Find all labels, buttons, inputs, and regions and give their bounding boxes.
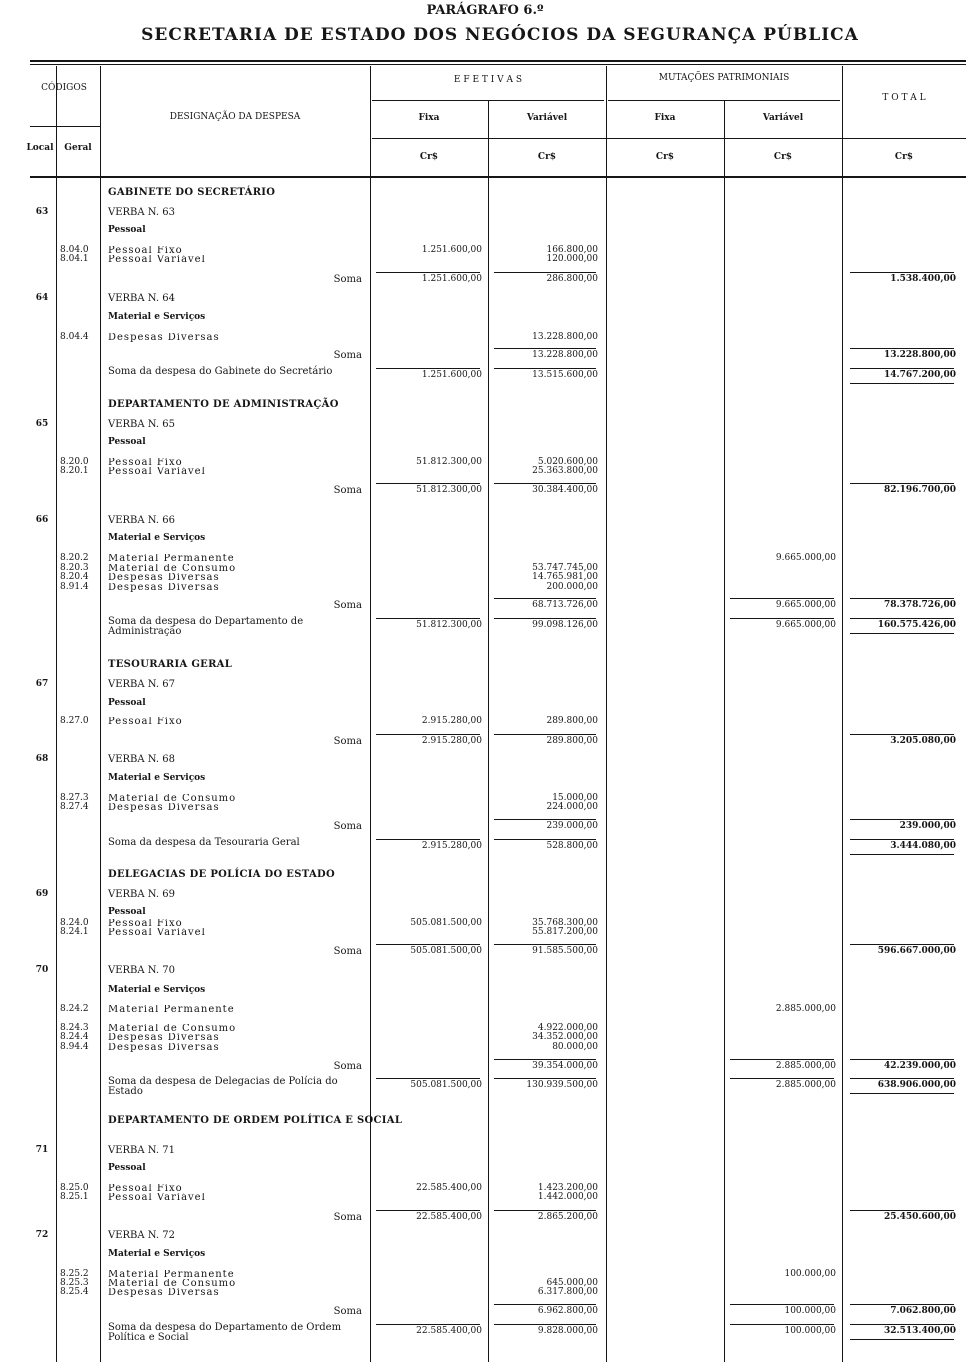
section-total-label: Soma da despesa do Departamento de Administração [108,616,304,637]
sum-rule [850,1078,954,1079]
value-ef-fixa: 1.251.600,00 [421,370,482,380]
sum-rule [850,734,954,735]
row-geral-code: 8.25.2 [60,1269,89,1279]
subheader-divider [372,138,966,139]
value-ef-var: 6.317.800,00 [537,1287,598,1297]
expense-item: Despesas Diversas [108,1043,220,1053]
row-geral-code: 8.24.2 [60,1004,89,1014]
value-ef-fixa: 22.585.400,00 [416,1183,482,1193]
expense-item: Despesas Diversas [108,573,220,583]
row-geral-code: 8.24.0 [60,918,89,928]
section-total-label: Soma da despesa da Tesouraria Geral [108,837,300,848]
expense-item: Material de Consumo [108,794,237,804]
col-rule [606,66,607,1362]
subsection-label: Material e Serviços [108,533,206,543]
subsection-label: Material e Serviços [108,985,206,995]
row-geral-code: 8.25.1 [60,1192,89,1202]
col-efetivas-fixa: Fixa [418,113,440,123]
row-local-code: 71 [35,1145,49,1155]
col-local: Local [26,143,54,153]
value-total: 7.062.800,00 [890,1306,956,1316]
sum-rule [850,618,954,619]
sum-rule [376,272,480,273]
value-ef-var: 25.363.800,00 [532,466,598,476]
sum-rule [494,1078,596,1079]
sum-rule [376,483,480,484]
sum-rule [850,1059,954,1060]
col-total: T O T A L [882,93,926,103]
sum-rule [850,483,954,484]
row-local-code: 70 [35,965,49,975]
section-heading: DEPARTAMENTO DE ORDEM POLÍTICA E SOCIAL [108,1115,403,1126]
sum-rule [376,839,480,840]
row-geral-code: 8.27.3 [60,793,89,803]
sum-rule [494,618,596,619]
total-double-rule [850,854,954,855]
value-ef-var: 99.098.126,00 [532,620,598,630]
sum-rule [850,944,954,945]
verba-label: VERBA N. 65 [108,419,175,430]
subsection-label: Material e Serviços [108,773,206,783]
value-mp-var: 9.665.000,00 [775,620,836,630]
value-total: 596.667.000,00 [877,946,956,956]
section-heading: GABINETE DO SECRETÁRIO [108,187,276,198]
soma-label: Soma [333,946,362,957]
expense-item: Pessoal Fixo [108,246,183,256]
col-rule [724,100,725,1362]
soma-label: Soma [333,1061,362,1072]
col-rule [56,66,57,1362]
col-mutacoes: MUTAÇÕES PATRIMONIAIS [658,73,790,83]
row-geral-code: 8.25.0 [60,1183,89,1193]
expense-item: Material de Consumo [108,1024,237,1034]
expense-item: Pessoal Fixo [108,717,183,727]
row-geral-code: 8.24.4 [60,1032,89,1042]
currency-label: Cr$ [773,152,793,162]
value-ef-var: 130.939.500,00 [526,1080,598,1090]
sum-rule [850,598,954,599]
row-geral-code: 8.04.4 [60,332,89,342]
expense-item: Material Permanente [108,1270,235,1280]
subsection-label: Pessoal [108,225,146,235]
value-ef-fixa: 2.915.280,00 [421,716,482,726]
sum-rule [494,1304,596,1305]
value-total: 3.205.080,00 [890,736,956,746]
soma-label: Soma [333,1306,362,1317]
row-geral-code: 8.24.1 [60,927,89,937]
value-ef-fixa: 51.812.300,00 [416,485,482,495]
row-geral-code: 8.25.4 [60,1287,89,1297]
value-ef-var: 166.800,00 [546,245,598,255]
verba-label: VERBA N. 71 [108,1145,175,1156]
value-ef-var: 239.000,00 [546,821,598,831]
verba-label: VERBA N. 68 [108,754,175,765]
codigos-divider [30,126,100,127]
col-mutacoes-variavel: Variável [762,113,804,123]
value-total: 13.228.800,00 [883,350,956,360]
value-ef-var: 30.384.400,00 [532,485,598,495]
value-ef-var: 224.000,00 [546,802,598,812]
value-ef-var: 2.865.200,00 [537,1212,598,1222]
row-local-code: 64 [35,293,49,303]
verba-label: VERBA N. 70 [108,965,175,976]
row-local-code: 67 [35,679,49,689]
sum-rule [494,483,596,484]
sum-rule [730,1304,834,1305]
soma-label: Soma [333,274,362,285]
sum-rule [850,368,954,369]
value-total: 32.513.400,00 [883,1326,956,1336]
expense-item: Despesas Diversas [108,583,220,593]
expense-item: Material de Consumo [108,1279,237,1289]
sum-rule [494,944,596,945]
value-ef-var: 5.020.600,00 [537,457,598,467]
total-double-rule [850,383,954,384]
expense-item: Despesas Diversas [108,803,220,813]
value-ef-var: 6.962.800,00 [537,1306,598,1316]
header-bottom-rule [30,176,966,178]
value-ef-var: 39.354.000,00 [532,1061,598,1071]
expense-item: Material de Consumo [108,564,237,574]
sum-rule [850,819,954,820]
col-efetivas-variavel: Variável [526,113,568,123]
value-total: 160.575.426,00 [877,620,956,630]
row-local-code: 68 [35,754,49,764]
col-geral: Geral [64,143,92,153]
value-total: 1.538.400,00 [890,274,956,284]
expense-item: Pessoal Variável [108,467,206,477]
subsection-label: Material e Serviços [108,1249,206,1259]
sum-rule [850,1304,954,1305]
sum-rule [494,272,596,273]
value-ef-fixa: 1.251.600,00 [421,245,482,255]
value-ef-fixa: 22.585.400,00 [416,1326,482,1336]
sum-rule [494,1210,596,1211]
sum-rule [730,1078,834,1079]
row-geral-code: 8.20.0 [60,457,89,467]
value-mp-var: 100.000,00 [784,1326,836,1336]
paragraph-heading: PARÁGRAFO 6.º [426,3,544,18]
col-rule [370,66,371,1362]
value-mp-var: 2.885.000,00 [775,1080,836,1090]
value-ef-var: 53.747.745,00 [532,563,598,573]
value-total: 82.196.700,00 [883,485,956,495]
row-geral-code: 8.20.3 [60,563,89,573]
sum-rule [850,1324,954,1325]
currency-label: Cr$ [419,152,439,162]
col-efetivas: E F E T I V A S [453,75,523,85]
row-local-code: 72 [35,1230,49,1240]
expense-item: Pessoal Variável [108,928,206,938]
sum-rule [730,1059,834,1060]
col-rule [488,100,489,1362]
value-mp-var: 2.885.000,00 [775,1061,836,1071]
sum-rule [494,368,596,369]
expense-item: Despesas Diversas [108,333,220,343]
value-total: 25.450.600,00 [883,1212,956,1222]
row-local-code: 69 [35,889,49,899]
sum-rule [494,819,596,820]
sum-rule [494,348,596,349]
row-geral-code: 8.04.1 [60,254,89,264]
total-double-rule [850,1339,954,1340]
value-ef-fixa: 1.251.600,00 [421,274,482,284]
section-total-label: Soma da despesa do Departamento de Ordem Política e Social [108,1322,342,1343]
row-geral-code: 8.20.1 [60,466,89,476]
verba-label: VERBA N. 63 [108,207,175,218]
top-rule [30,60,966,62]
value-ef-var: 289.800,00 [546,736,598,746]
verba-label: VERBA N. 66 [108,515,175,526]
value-ef-var: 9.828.000,00 [537,1326,598,1336]
value-total: 638.906.000,00 [877,1080,956,1090]
value-ef-var: 1.423.200,00 [537,1183,598,1193]
subsection-label: Pessoal [108,698,146,708]
total-double-rule [850,633,954,634]
value-ef-var: 55.817.200,00 [532,927,598,937]
value-ef-var: 200.000,00 [546,582,598,592]
sum-rule [494,839,596,840]
value-mp-var: 9.665.000,00 [775,600,836,610]
value-ef-fixa: 2.915.280,00 [421,736,482,746]
row-geral-code: 8.94.4 [60,1042,89,1052]
value-ef-var: 4.922.000,00 [537,1023,598,1033]
row-geral-code: 8.24.3 [60,1023,89,1033]
value-ef-var: 13.515.600,00 [532,370,598,380]
value-ef-var: 13.228.800,00 [532,332,598,342]
value-ef-var: 80.000,00 [552,1042,598,1052]
value-ef-var: 34.352.000,00 [532,1032,598,1042]
value-mp-var: 100.000,00 [784,1306,836,1316]
value-ef-var: 13.228.800,00 [532,350,598,360]
sum-rule [850,272,954,273]
sum-rule [494,1324,596,1325]
value-ef-fixa: 505.081.500,00 [410,918,482,928]
expense-item: Pessoal Fixo [108,1184,183,1194]
value-ef-fixa: 505.081.500,00 [410,946,482,956]
section-total-label: Soma da despesa de Delegacias de Polícia do Estado [108,1076,338,1097]
total-double-rule [850,1093,954,1094]
sum-rule [850,1210,954,1211]
row-local-code: 63 [35,207,49,217]
row-geral-code: 8.27.0 [60,716,89,726]
soma-label: Soma [333,821,362,832]
row-geral-code: 8.27.4 [60,802,89,812]
subsection-label: Pessoal [108,437,146,447]
sum-rule [494,734,596,735]
col-rule [842,66,843,1362]
row-local-code: 66 [35,515,49,525]
verba-label: VERBA N. 64 [108,293,175,304]
expense-item: Material Permanente [108,554,235,564]
expense-item: Despesas Diversas [108,1288,220,1298]
sum-rule [376,368,480,369]
sum-rule [376,734,480,735]
value-total: 42.239.000,00 [883,1061,956,1071]
value-ef-var: 1.442.000,00 [537,1192,598,1202]
value-total: 239.000,00 [899,821,956,831]
value-ef-var: 645.000,00 [546,1278,598,1288]
section-heading: TESOURARIA GERAL [108,659,233,670]
soma-label: Soma [333,600,362,611]
currency-label: Cr$ [655,152,675,162]
subsection-label: Material e Serviços [108,312,206,322]
col-mutacoes-fixa: Fixa [654,113,676,123]
section-heading: DEPARTAMENTO DE ADMINISTRAÇÃO [108,399,339,410]
sum-rule [730,1324,834,1325]
sum-rule [850,839,954,840]
value-ef-var: 289.800,00 [546,716,598,726]
soma-label: Soma [333,485,362,496]
value-mp-var: 9.665.000,00 [775,553,836,563]
value-ef-fixa: 51.812.300,00 [416,457,482,467]
sum-rule [850,348,954,349]
expense-item: Pessoal Variável [108,1193,206,1203]
value-ef-fixa: 2.915.280,00 [421,841,482,851]
value-ef-fixa: 505.081.500,00 [410,1080,482,1090]
row-geral-code: 8.04.0 [60,245,89,255]
currency-label: Cr$ [537,152,557,162]
verba-label: VERBA N. 69 [108,889,175,900]
value-total: 14.767.200,00 [883,370,956,380]
value-ef-var: 14.765.981,00 [532,572,598,582]
sum-rule [376,618,480,619]
currency-label: Cr$ [894,152,914,162]
value-ef-var: 286.800,00 [546,274,598,284]
sum-rule [376,1078,480,1079]
value-mp-var: 100.000,00 [784,1269,836,1279]
row-geral-code: 8.20.4 [60,572,89,582]
value-ef-var: 91.585.500,00 [532,946,598,956]
sum-rule [494,1059,596,1060]
value-ef-var: 120.000,00 [546,254,598,264]
top-rule-thin [30,64,966,65]
verba-label: VERBA N. 72 [108,1230,175,1241]
col-designacao: DESIGNAÇÃO DA DESPESA [169,112,301,122]
verba-label: VERBA N. 67 [108,679,175,690]
expense-item: Despesas Diversas [108,1033,220,1043]
value-total: 3.444.080,00 [890,841,956,851]
value-ef-var: 35.768.300,00 [532,918,598,928]
subsection-label: Pessoal [108,907,146,917]
sum-rule [376,944,480,945]
soma-label: Soma [333,1212,362,1223]
sum-rule [376,1324,480,1325]
row-geral-code: 8.25.3 [60,1278,89,1288]
value-ef-fixa: 51.812.300,00 [416,620,482,630]
value-ef-fixa: 22.585.400,00 [416,1212,482,1222]
row-geral-code: 8.91.4 [60,582,89,592]
subsection-label: Pessoal [108,1163,146,1173]
row-local-code: 65 [35,419,49,429]
expense-item: Pessoal Fixo [108,458,183,468]
row-geral-code: 8.20.2 [60,553,89,563]
soma-label: Soma [333,350,362,361]
soma-label: Soma [333,736,362,747]
expense-item: Pessoal Variável [108,255,206,265]
section-total-label: Soma da despesa do Gabinete do Secretário [108,366,333,377]
document-title: SECRETARIA DE ESTADO DOS NEGÓCIOS DA SEGURANÇA PÚBLICA [141,25,859,45]
expense-item: Pessoal Fixo [108,919,183,929]
sum-rule [376,1210,480,1211]
value-total: 78.378.726,00 [883,600,956,610]
section-heading: DELEGACIAS DE POLÍCIA DO ESTADO [108,869,335,880]
value-ef-var: 68.713.726,00 [532,600,598,610]
col-codigos: CÓDIGOS [41,83,87,93]
value-ef-var: 528.800,00 [546,841,598,851]
col-rule [100,66,101,1362]
sum-rule [730,598,834,599]
sum-rule [494,598,596,599]
value-ef-var: 15.000,00 [552,793,598,803]
sum-rule [730,618,834,619]
expense-item: Material Permanente [108,1005,235,1015]
value-mp-var: 2.885.000,00 [775,1004,836,1014]
